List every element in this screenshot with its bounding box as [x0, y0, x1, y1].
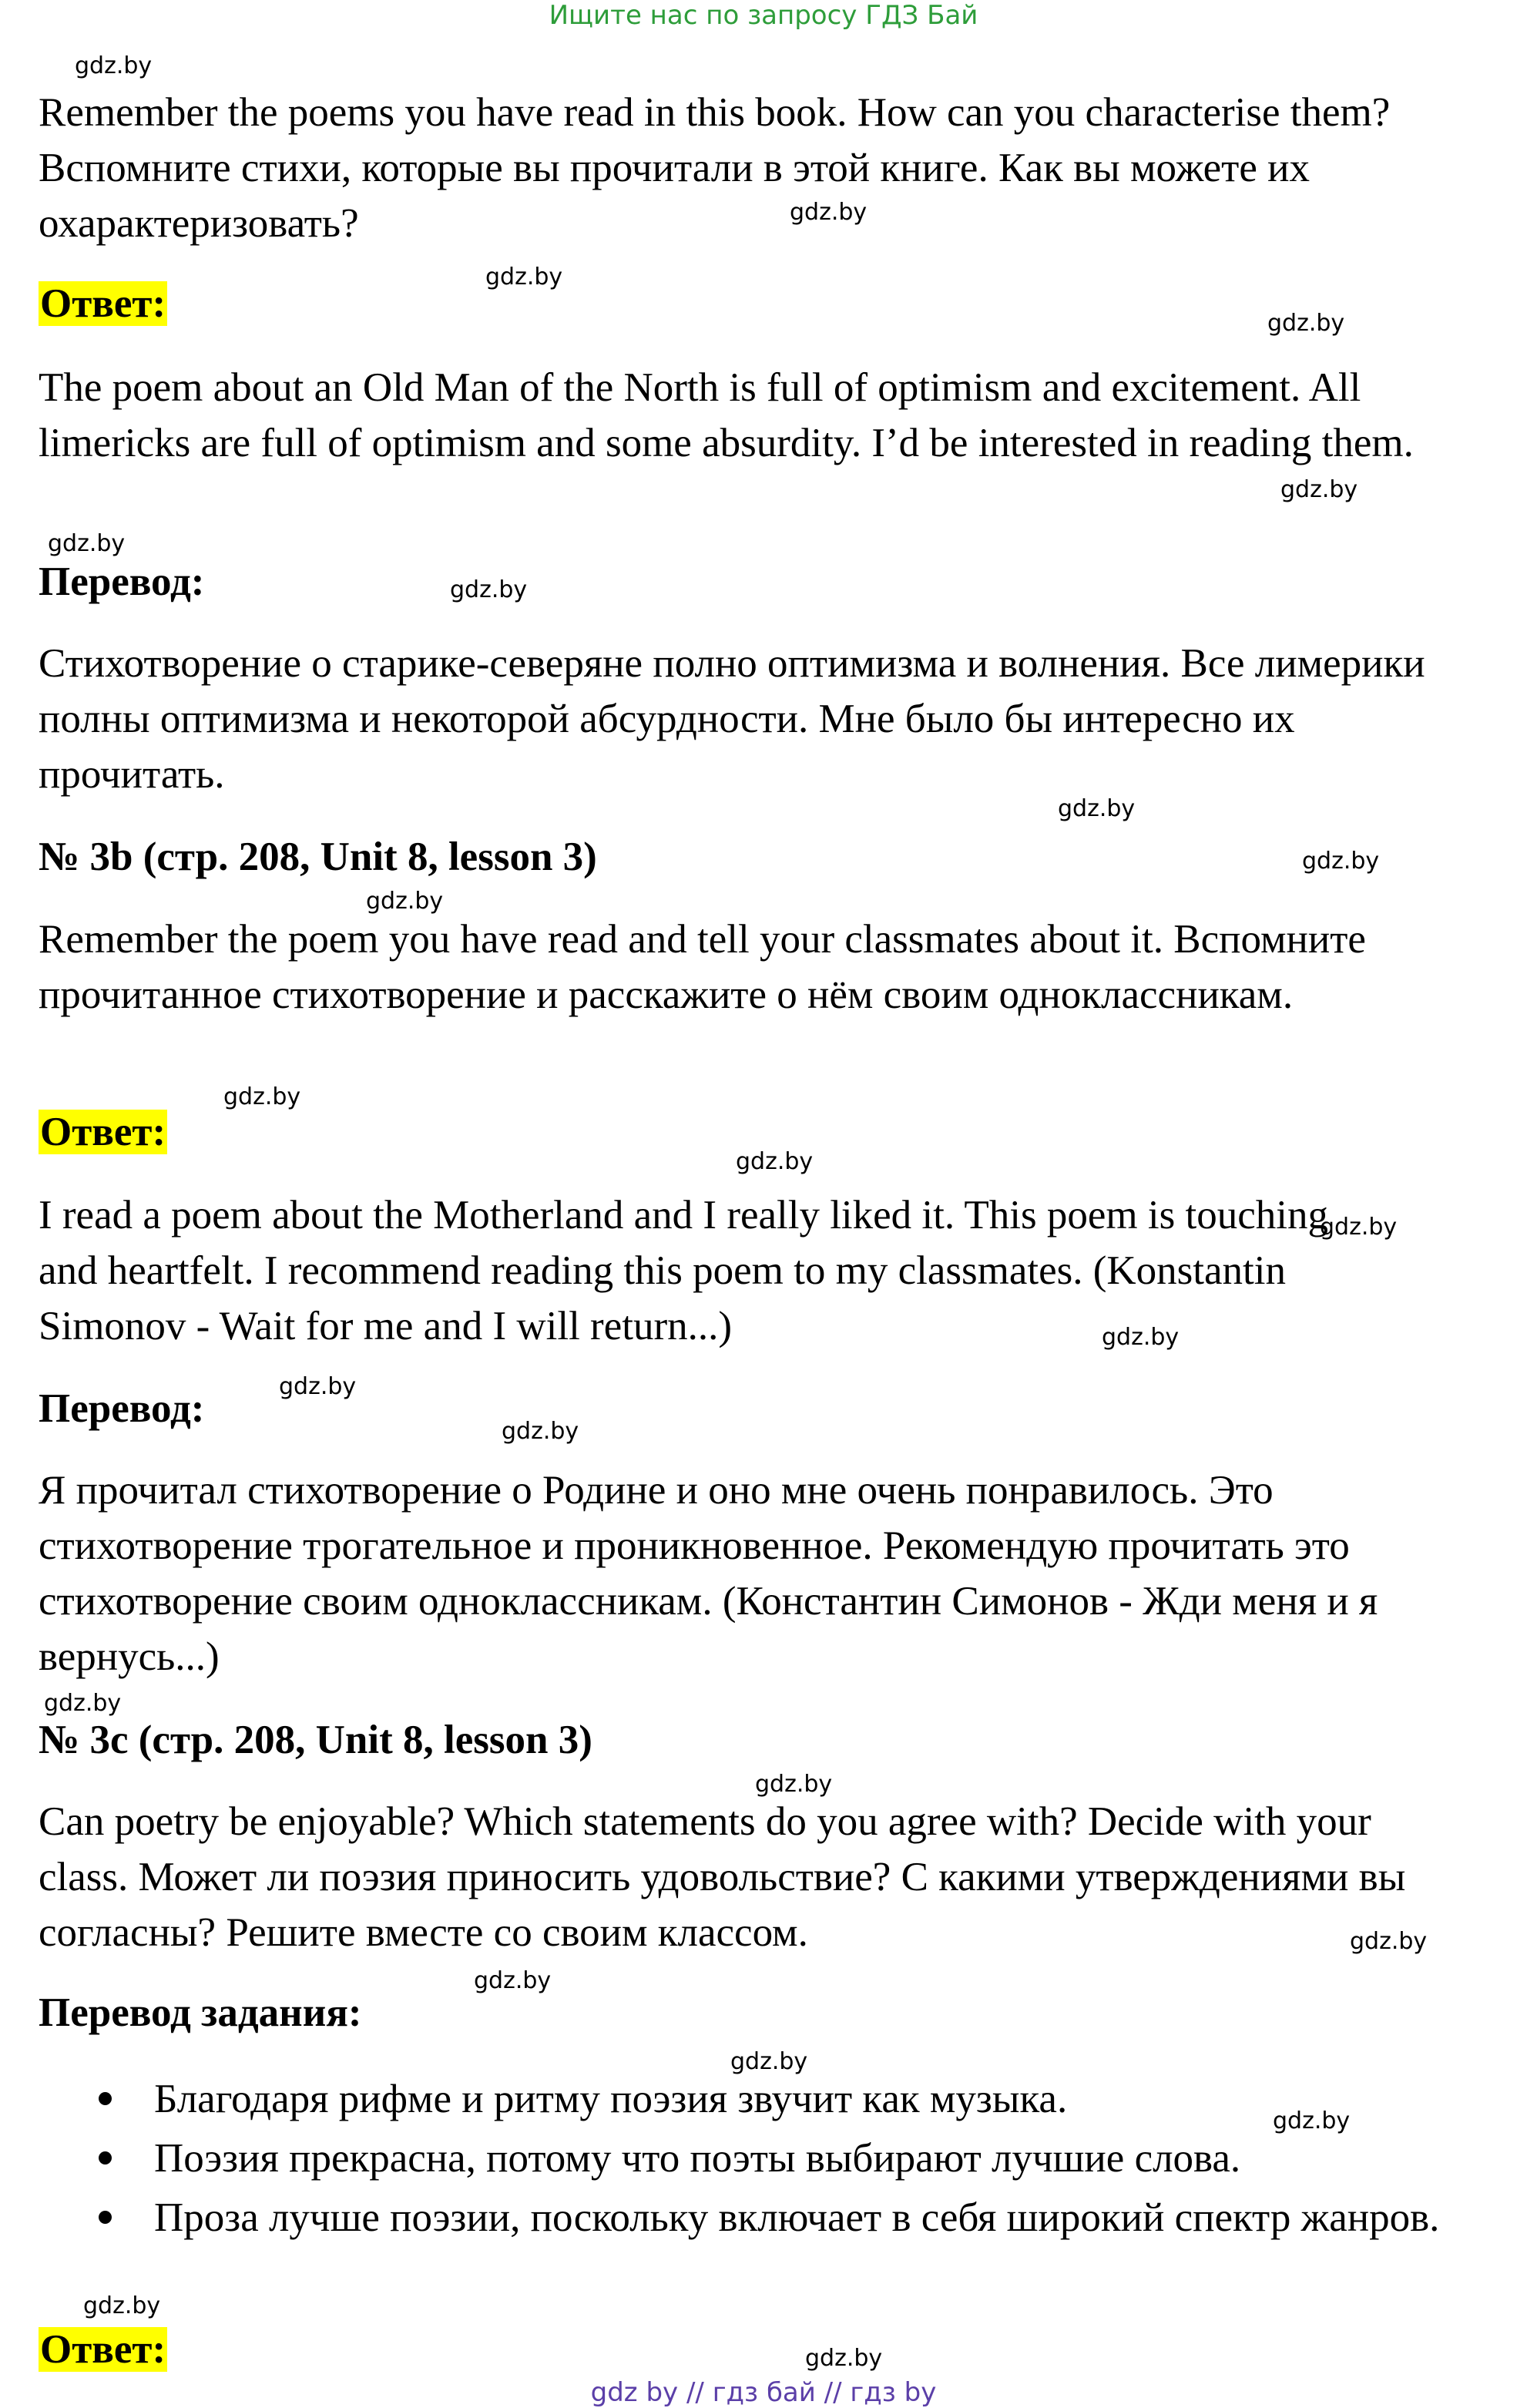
watermark: gdz.by: [1320, 1214, 1398, 1241]
question-text: Remember the poems you have read in this book. How can you characterise them? Вспомните стихи, которые вы прочитали в этой книге. Как вы можете их охарактеризовать?: [39, 90, 1391, 246]
list-item-text: Благодаря рифме и ритму поэзия звучит как музыка.: [154, 2077, 1068, 2121]
footer-links[interactable]: gdz by // гдз бай // гдз by: [590, 2377, 937, 2408]
translation-label: Перевод:: [39, 1386, 205, 1431]
statement-list: [39, 2071, 1472, 2249]
list-item-text: Проза лучше поэзии, поскольку включает в себя широкий спектр жанров.: [154, 2195, 1440, 2240]
watermark: gdz.by: [450, 576, 528, 603]
bullet-icon: [99, 2211, 112, 2224]
watermark: gdz.by: [44, 1690, 122, 1717]
answer-label-highlight: Ответ:: [40, 1110, 166, 1154]
bullet-icon: [99, 2151, 112, 2165]
watermark: gdz.by: [736, 1148, 814, 1175]
exercise-heading-3b: № 3b (стр. 208, Unit 8, lesson 3): [39, 835, 597, 879]
list-item: [39, 2131, 1472, 2186]
watermark: gdz.by: [502, 1418, 579, 1445]
watermark: gdz.by: [485, 264, 563, 291]
watermark: gdz.by: [83, 2292, 161, 2319]
watermark: gdz.by: [805, 2345, 883, 2372]
watermark: gdz.by: [48, 530, 126, 557]
answer-label: [39, 2325, 167, 2374]
question-text: Can poetry be enjoyable? Which statements do you agree with? Decide with your class. Может ли поэзия приносить удовольствие? С какими утверждениями вы согласны? Решите вместе со своим классом.: [39, 1799, 1406, 1955]
answer-text: The poem about an Old Man of the North is full of optimism and excitement. All limericks are full of optimism and some absurdity. I’d be interested in reading them.: [39, 365, 1414, 465]
watermark: gdz.by: [75, 52, 153, 79]
task-translation-label: Перевод задания:: [39, 1990, 362, 2035]
exercise-heading-3c: № 3c (стр. 208, Unit 8, lesson 3): [39, 1718, 592, 1762]
header-search-link[interactable]: Ищите нас по запросу ГДЗ Бай: [549, 0, 978, 31]
translation-label: Перевод:: [39, 559, 205, 604]
translation-text: Стихотворение о старике-северяне полно оптимизма и волнения. Все лимерики полны оптимизма и некоторой абсурдности. Мне было бы интересно их прочитать.: [39, 641, 1425, 797]
answer-label: [39, 1107, 167, 1157]
question-text: Remember the poem you have read and tell your classmates about it. Вспомните прочитанное стихотворение и расскажите о нём своим одноклассникам.: [39, 917, 1366, 1017]
watermark: gdz.by: [790, 199, 868, 226]
watermark: gdz.by: [1058, 795, 1136, 822]
watermark: gdz.by: [1350, 1928, 1428, 1955]
answer-label-highlight: Ответ:: [40, 2327, 166, 2372]
answer-text: I read a poem about the Motherland and I really liked it. This poem is touching and heartfelt. I recommend reading this poem to my classmates. (Konstantin Simonov - Wait for me and I will return...): [39, 1193, 1328, 1348]
watermark: gdz.by: [1102, 1324, 1180, 1351]
watermark: gdz.by: [755, 1771, 833, 1798]
list-item: [39, 2190, 1472, 2245]
watermark: gdz.by: [1302, 848, 1380, 875]
translation-text: Я прочитал стихотворение о Родине и оно мне очень понравилось. Это стихотворение трогательное и проникновенное. Рекомендую прочитать это стихотворение своим одноклассникам. (Константин Симонов - Жди меня и я вернусь...): [39, 1468, 1378, 1679]
watermark: gdz.by: [474, 1967, 552, 1994]
list-item: [39, 2071, 1472, 2127]
watermark: gdz.by: [1273, 2107, 1351, 2134]
watermark: gdz.by: [366, 888, 444, 915]
watermark: gdz.by: [1280, 476, 1358, 503]
list-item-text: Поэзия прекрасна, потому что поэты выбирают лучшие слова.: [154, 2136, 1241, 2181]
watermark: gdz.by: [279, 1373, 357, 1400]
watermark: gdz.by: [1267, 310, 1345, 337]
watermark: gdz.by: [730, 2048, 808, 2075]
watermark: gdz.by: [223, 1083, 301, 1110]
bullet-icon: [99, 2092, 112, 2105]
answer-label-highlight: Ответ:: [40, 281, 166, 326]
answer-label: [39, 279, 167, 328]
